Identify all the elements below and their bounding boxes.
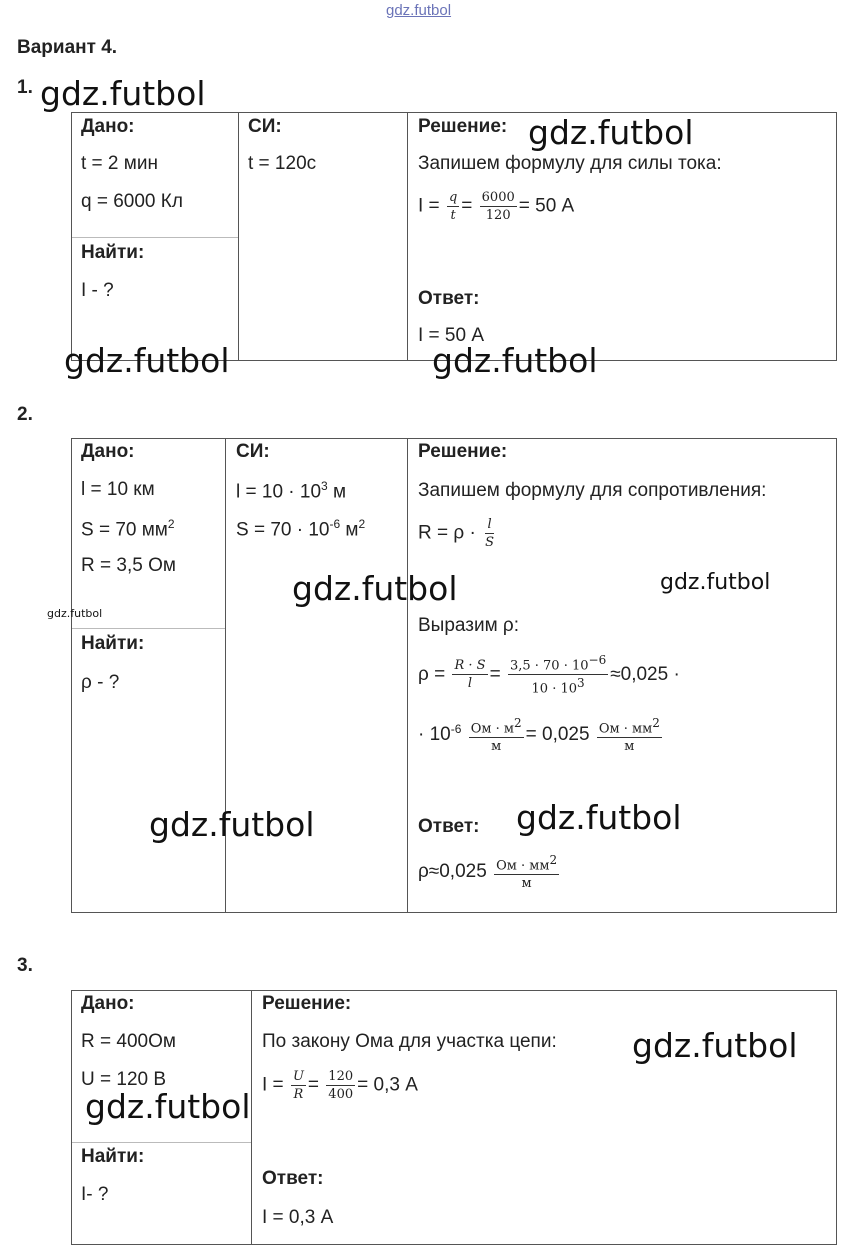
fraction: $\frac{U}{R}$ [292, 1069, 304, 1102]
watermark: gdz.futbol [528, 113, 694, 152]
divider [72, 628, 225, 629]
problem-3-number: 3. [17, 955, 33, 976]
fraction: $\frac{l}{S}$ [485, 517, 494, 550]
answer-label: Ответ: [262, 1168, 324, 1189]
given-label: Дано: [81, 993, 135, 1014]
given-item: S = 70 $мм^2$ [81, 517, 175, 541]
formula: I = $\frac{q}{t}$ = $\frac{6000}{120}$ = 50 А [418, 190, 575, 223]
si-item: t = 120c [248, 153, 317, 174]
find-item: ρ - ? [81, 672, 120, 693]
solution-intro: Запишем формулу для сопротивления: [418, 480, 767, 501]
answer-label: Ответ: [418, 816, 480, 837]
divider [251, 990, 252, 1245]
given-label: Дано: [81, 441, 135, 462]
answer: I = 50 А [418, 325, 485, 346]
answer: ρ≈0,025 $\frac{Ом \cdot мм^2}{м}$ [418, 853, 558, 892]
given-item: U = 120 В [81, 1069, 167, 1090]
watermark: gdz.futbol [40, 74, 206, 113]
header-watermark: gdz.futbol [386, 2, 452, 19]
fraction: $\frac{Ом \cdot мм^2}{м}$ [598, 716, 660, 755]
watermark: gdz.futbol [85, 1087, 251, 1126]
solution-label: Решение: [418, 116, 508, 137]
problem-2-number: 2. [17, 404, 33, 425]
find-label: Найти: [81, 633, 145, 654]
watermark: gdz.futbol [149, 805, 315, 844]
watermark: gdz.futbol [47, 607, 103, 620]
given-item: l = 10 км [81, 479, 155, 500]
find-label: Найти: [81, 242, 145, 263]
watermark: gdz.futbol [632, 1026, 798, 1065]
solution-label: Решение: [418, 441, 508, 462]
divider [407, 438, 408, 913]
fraction: $\frac{q}{t}$ [448, 190, 458, 223]
si-item: $S = 70 \cdot 10^{-6}$ $м^2$ [236, 517, 366, 541]
given-item: R = 3,5 Ом [81, 555, 176, 576]
formula: ρ = $\frac{R \cdot S}{l}$ = $\frac{3,5 \cdot 70 \cdot 10^{-6}}{10 \cdot 10^3}$ ≈0,025 · [418, 653, 680, 697]
find-item: I - ? [81, 280, 114, 301]
given-item: q = 6000 Кл [81, 191, 183, 212]
given-item: R = 400Ом [81, 1031, 176, 1052]
divider [238, 112, 239, 361]
formula-lhs: I = [418, 195, 440, 217]
given-item: t = 2 мин [81, 153, 158, 174]
fraction: $\frac{Ом \cdot мм^2}{м}$ [496, 853, 558, 892]
watermark: gdz.futbol [516, 798, 682, 837]
answer-label: Ответ: [418, 288, 480, 309]
find-label: Найти: [81, 1146, 145, 1167]
variant-title: Вариант 4. [17, 37, 118, 58]
divider [72, 1142, 251, 1143]
si-label: СИ: [248, 116, 282, 137]
problem-1-number: 1. [17, 77, 33, 98]
formula: · $10^{-6}$ $\frac{Ом \cdot м^2}{м}$ = 0,025 $\frac{Ом \cdot мм^2}{м}$ [418, 716, 660, 755]
express-text: Выразим ρ: [418, 615, 520, 636]
divider [72, 237, 238, 238]
fraction: $\frac{R \cdot S}{l}$ [454, 658, 486, 692]
watermark: gdz.futbol [292, 569, 458, 608]
answer: I = 0,3 А [262, 1207, 334, 1228]
fraction: $\frac{120}{400}$ [328, 1069, 354, 1102]
fraction: $\frac{6000}{120}$ [481, 190, 515, 223]
formula: R = ρ · $\frac{l}{S}$ [418, 517, 494, 550]
formula: I = $\frac{U}{R}$ = $\frac{120}{400}$ = 0,3 А [262, 1069, 418, 1102]
given-label: Дано: [81, 116, 135, 137]
watermark: gdz.futbol [432, 341, 598, 380]
si-label: СИ: [236, 441, 270, 462]
solution-label: Решение: [262, 993, 352, 1014]
fraction: $\frac{3,5 \cdot 70 \cdot 10^{-6}}{10 \cdot 10^3}$ [509, 653, 607, 697]
watermark: gdz.futbol [64, 341, 230, 380]
divider [407, 112, 408, 361]
find-item: I- ? [81, 1184, 109, 1205]
watermark: gdz.futbol [660, 570, 771, 595]
si-item: $l = 10 \cdot 10^3$ м [236, 479, 347, 503]
fraction: $\frac{Ом \cdot м^2}{м}$ [470, 716, 522, 755]
solution-intro: По закону Ома для участка цепи: [262, 1031, 557, 1052]
solution-intro: Запишем формулу для силы тока: [418, 153, 722, 174]
formula-result: = 50 А [518, 195, 575, 217]
